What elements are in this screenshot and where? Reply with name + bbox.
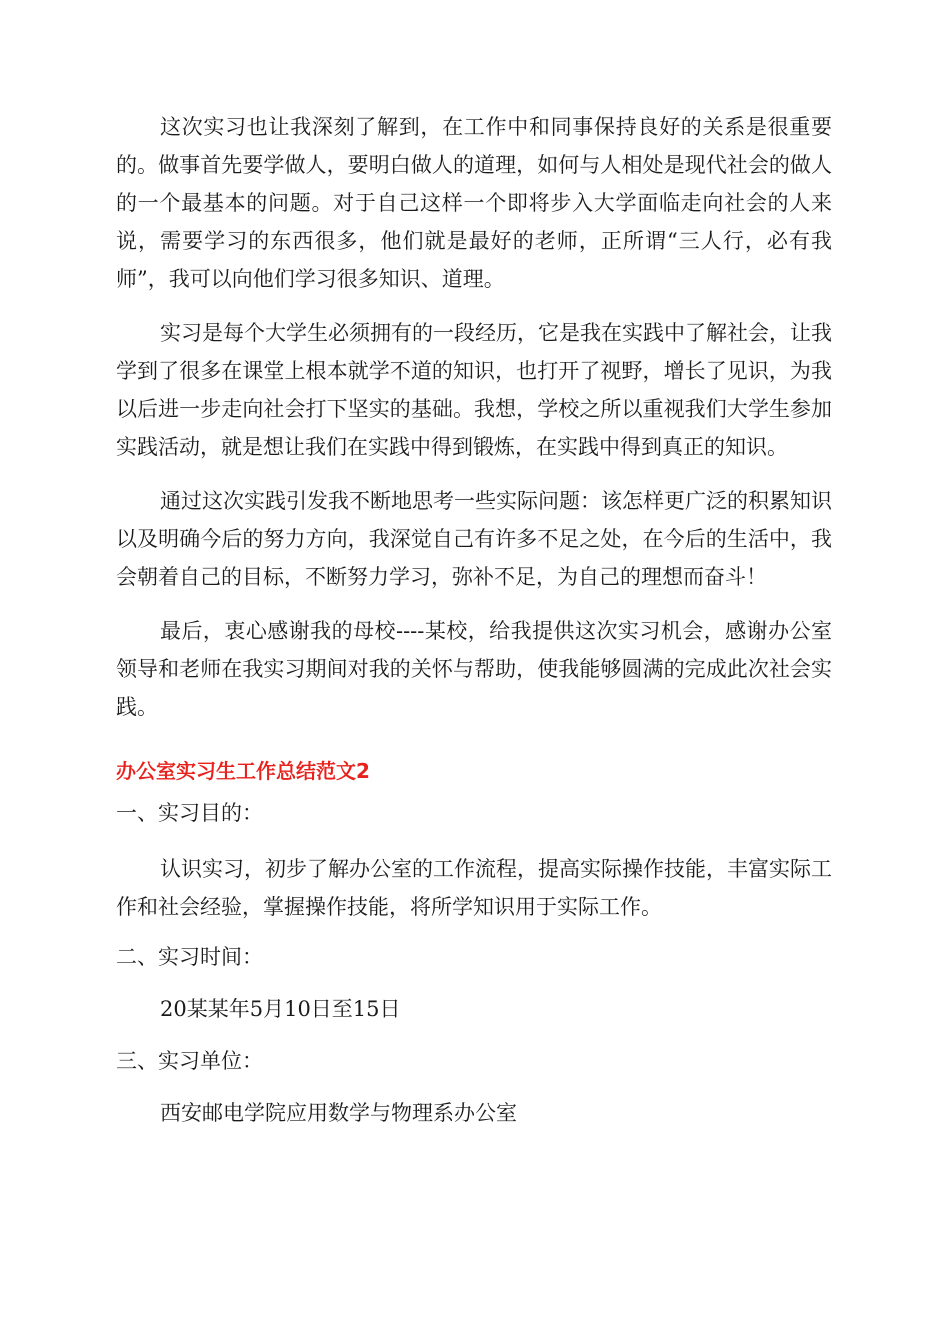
purpose-text: 认识实习，初步了解办公室的工作流程，提高实际操作技能，丰富实际工作和社会经验，掌握操作技能，将所学知识用于实际工作。 [116,857,832,919]
unit-text: 西安邮电学院应用数学与物理系办公室 [160,1101,517,1125]
paragraph-thanks: 最后，衷心感谢我的母校----某校，给我提供这次实习机会，感谢办公室领导和老师在我实习期间对我的关怀与帮助，使我能够圆满的完成此次社会实践。 [116,619,832,719]
section-title: 办公室实习生工作总结范文2 [116,759,370,783]
time-text: 20某某年5月10日至15日 [160,997,401,1021]
unit-label: 三、实习单位： [116,1049,263,1073]
paragraph-colleague-relations: 这次实习也让我深刻了解到，在工作中和同事保持良好的关系是很重要的。做事首先要学做人，要明白做人的道理，如何与人相处是现代社会的做人的一个最基本的问题。对于自己这样一个即将步入大学面临走向社会的人来说，需要学习的东西很多，他们就是最好的老师，正所谓“三人行，必有我师”，我可以向他们学习很多知识、道理。 [116,115,832,291]
paragraph-internship-experience: 实习是每个大学生必须拥有的一段经历，它是我在实践中了解社会，让我学到了很多在课堂上根本就学不道的知识，也打开了视野，增长了见识，为我以后进一步走向社会打下坚实的基础。我想，学校之所以重视我们大学生参加实践活动，就是想让我们在实践中得到锻炼，在实践中得到真正的知识。 [116,321,832,459]
time-label: 二、实习时间： [116,945,263,969]
purpose-label: 一、实习目的： [116,801,263,825]
document-page [116,108,832,1150]
paragraph-reflection: 通过这次实践引发我不断地思考一些实际问题：该怎样更广泛的积累知识以及明确今后的努力方向，我深觉自己有许多不足之处，在今后的生活中，我会朝着自己的目标，不断努力学习，弥补不足，为自己的理想而奋斗！ [116,489,832,589]
